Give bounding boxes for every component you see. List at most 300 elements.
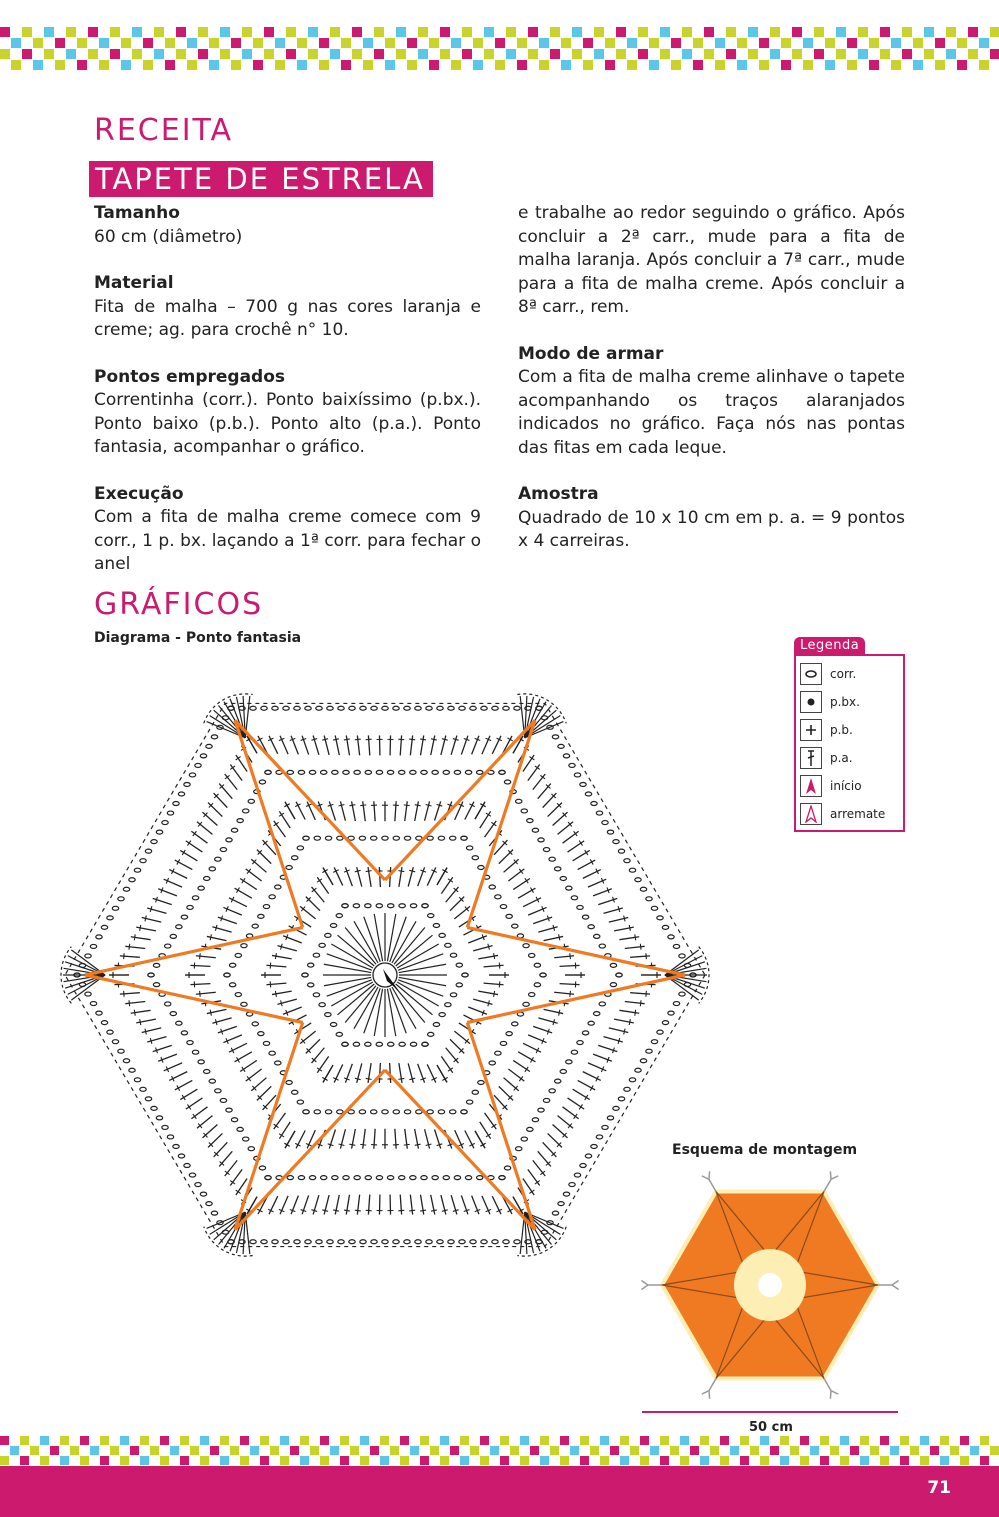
center-stitch — [324, 964, 371, 972]
chain-stitch — [540, 973, 546, 977]
chain-stitch — [462, 973, 468, 977]
chain-stitch — [448, 1240, 454, 1244]
chain-stitch — [261, 1240, 267, 1244]
chain-stitch — [365, 1176, 371, 1180]
section-label-receita: RECEITA — [94, 113, 234, 148]
legend-item — [800, 660, 899, 688]
chain-stitch — [439, 933, 445, 937]
dc-stitch — [563, 1107, 579, 1119]
chain-stitch — [506, 914, 512, 918]
dc-stitch — [480, 811, 491, 828]
slip-stitch-icon — [800, 691, 822, 713]
chain-stitch — [596, 1135, 602, 1139]
dc-stitch-bar — [360, 805, 366, 806]
checker-square — [20, 1456, 29, 1465]
checker-square — [187, 38, 197, 48]
checker-square — [570, 1446, 579, 1455]
tassel — [831, 1176, 838, 1179]
dc-stitch — [306, 1039, 320, 1053]
chain-stitch — [450, 953, 456, 957]
chain-stitch — [145, 1097, 151, 1101]
legend-label: p.b. — [830, 723, 853, 737]
chain-stitch — [415, 706, 421, 710]
dc-stitch-bar — [635, 934, 636, 940]
dc-stitch — [306, 897, 320, 911]
dc-stitch-bar — [281, 944, 283, 950]
dc-stitch — [219, 1151, 232, 1166]
chain-stitch — [673, 1002, 679, 1006]
checker-square — [517, 38, 527, 48]
checker-square — [220, 1456, 229, 1465]
checker-square — [22, 27, 32, 37]
chain-stitch — [178, 792, 184, 796]
checker-square — [300, 1456, 309, 1465]
checker-square — [363, 38, 373, 48]
chain-stitch — [176, 1021, 182, 1025]
legend-box — [794, 654, 905, 832]
chain-stitch — [404, 1110, 410, 1114]
chain-stitch — [313, 993, 319, 997]
dc-stitch — [568, 841, 585, 852]
checker-square — [143, 38, 153, 48]
chain-stitch — [123, 1059, 129, 1063]
chain-stitch — [577, 905, 583, 909]
dc-stitch — [225, 1160, 237, 1176]
checker-square — [671, 38, 681, 48]
checker-square — [264, 49, 274, 59]
dc-stitch — [421, 735, 424, 755]
chain-stitch — [226, 1108, 232, 1112]
dc-stitch-bar — [145, 916, 146, 922]
dc-stitch — [346, 735, 349, 755]
legend-label: início — [830, 779, 862, 793]
chain-stitch — [165, 944, 171, 948]
chain-stitch — [569, 1183, 575, 1187]
chain-stitch — [454, 1176, 460, 1180]
chain-stitch — [229, 983, 235, 987]
dc-stitch — [180, 1089, 197, 1099]
checker-square — [528, 49, 538, 59]
chain-stitch — [330, 1022, 336, 1026]
chain-stitch — [594, 934, 600, 938]
chain-stitch — [629, 868, 635, 872]
chain-stitch — [571, 1050, 577, 1054]
chain-stitch — [187, 1041, 193, 1045]
dc-stitch — [508, 1069, 524, 1081]
chain-stitch — [151, 840, 157, 844]
checker-square — [780, 1436, 789, 1445]
chain-stitch — [85, 954, 91, 958]
checker-square — [649, 60, 659, 70]
checker-square — [460, 1456, 469, 1465]
dc-stitch — [523, 755, 534, 772]
checker-square — [420, 1456, 429, 1465]
checker-square — [891, 38, 901, 48]
dc-stitch-bar — [409, 1078, 415, 1080]
chain-stitch — [198, 1060, 204, 1064]
dc-stitch-bar — [339, 805, 345, 806]
checker-square — [770, 27, 780, 37]
chain-stitch — [313, 953, 319, 957]
dc-stitch-bar — [579, 841, 582, 846]
chain-stitch — [156, 830, 162, 834]
checker-square — [220, 27, 230, 37]
chain-stitch — [129, 1068, 135, 1072]
chain-stitch — [162, 1125, 168, 1129]
dc-stitch-bar — [129, 1000, 130, 1006]
chain-stitch — [275, 885, 281, 889]
checker-square — [510, 1446, 519, 1455]
dc-stitch — [441, 1056, 452, 1072]
chain-stitch — [263, 905, 269, 909]
checker-square — [920, 1436, 929, 1445]
checker-square — [540, 1436, 549, 1445]
dc-stitch — [523, 1178, 534, 1195]
checker-square — [100, 1436, 109, 1445]
checker-square — [418, 27, 428, 37]
center-stitch — [398, 980, 443, 996]
checker-square — [10, 1446, 19, 1455]
checker-square — [860, 1436, 869, 1445]
dc-stitch-bar — [404, 805, 410, 806]
chain-stitch — [422, 904, 428, 908]
chain-stitch — [215, 857, 221, 861]
chain-stitch — [316, 1240, 322, 1244]
checker-square — [990, 49, 999, 59]
chain-stitch — [552, 735, 558, 739]
checker-square — [700, 1436, 709, 1445]
dc-stitch-bar — [187, 1104, 190, 1109]
checker-square — [870, 1446, 879, 1455]
dc-stitch-bar — [215, 925, 217, 931]
dc-stitch-bar — [355, 739, 361, 740]
checker-square — [350, 1446, 359, 1455]
chain-stitch — [327, 1240, 333, 1244]
checker-square — [154, 49, 164, 59]
chain-stitch — [399, 904, 405, 908]
checker-square — [484, 27, 494, 37]
checker-square — [340, 1436, 349, 1445]
checker-square — [220, 49, 230, 59]
checker-square — [99, 60, 109, 70]
chain-stitch — [552, 1211, 558, 1215]
dc-stitch — [630, 993, 650, 994]
chain-stitch — [342, 904, 348, 908]
dc-stitch-bar — [618, 1038, 620, 1044]
checker-square — [440, 1456, 449, 1465]
dc-stitch — [475, 1131, 485, 1148]
checker-square — [820, 1436, 829, 1445]
dc-stitch-bar — [150, 906, 152, 912]
dc-stitch — [425, 801, 430, 820]
diagram-stitches — [61, 694, 709, 1256]
chain-stitch — [399, 1176, 405, 1180]
center-stitch — [374, 989, 382, 1036]
tassel — [709, 1379, 716, 1391]
chain-stitch — [101, 925, 107, 929]
dc-stitch — [186, 1098, 203, 1109]
checker-square — [759, 60, 769, 70]
chain-stitch — [456, 963, 462, 967]
checker-square — [605, 60, 615, 70]
chain-stitch — [259, 780, 265, 784]
chain-stitch — [269, 895, 275, 899]
dc-stitch — [421, 1195, 424, 1215]
checker-square — [640, 1456, 649, 1465]
chain-stitch — [112, 906, 118, 910]
checker-square — [583, 38, 593, 48]
checker-square — [60, 1436, 69, 1445]
checker-square — [670, 1446, 679, 1455]
dc-stitch-bar — [210, 1010, 211, 1016]
tassel — [892, 1285, 899, 1290]
chain-stitch — [165, 1002, 171, 1006]
chain-stitch — [679, 992, 685, 996]
checker-square — [572, 49, 582, 59]
dc-stitch-bar — [129, 944, 130, 950]
chain-stitch — [500, 1041, 506, 1045]
dc-stitch-bar — [398, 871, 404, 872]
dc-stitch — [533, 774, 545, 790]
checker-square — [594, 49, 604, 59]
chain-stitch — [151, 1106, 157, 1110]
checker-square — [275, 60, 285, 70]
chain-stitch — [618, 849, 624, 853]
checker-square — [0, 27, 10, 37]
chain-stitch — [211, 1211, 217, 1215]
dc-stitch — [240, 1060, 257, 1071]
recipe-right-column — [518, 202, 905, 554]
chain-stitch — [195, 763, 201, 767]
dc-stitch — [317, 877, 328, 893]
checker-square — [946, 27, 956, 37]
checker-square — [726, 49, 736, 59]
chain-stitch — [558, 744, 564, 748]
chain-stitch — [235, 953, 241, 957]
dc-stitch-bar — [629, 925, 630, 931]
chain-stitch — [309, 1176, 315, 1180]
checker-square — [960, 1436, 969, 1445]
chain-stitch — [298, 770, 304, 774]
dc-stitch — [225, 774, 237, 790]
chain-stitch — [305, 1240, 311, 1244]
chain-stitch — [338, 1240, 344, 1244]
checker-square — [940, 1456, 949, 1465]
dc-stitch — [300, 906, 316, 919]
checker-square — [902, 49, 912, 59]
dc-stitch — [279, 1122, 290, 1139]
dc-stitch-bar — [333, 739, 339, 740]
chain-stitch — [371, 836, 377, 840]
checker-square — [800, 1436, 809, 1445]
checker-square — [99, 38, 109, 48]
dc-stitch — [251, 859, 266, 872]
checker-square — [280, 1456, 289, 1465]
checker-square — [900, 1436, 909, 1445]
chain-stitch — [250, 1240, 256, 1244]
dc-stitch — [441, 1195, 446, 1214]
chain-stitch — [466, 1100, 472, 1104]
chain-stitch — [602, 821, 608, 825]
dc-stitch — [441, 877, 452, 893]
chain-stitch — [599, 944, 605, 948]
checker-square — [209, 38, 219, 48]
chain-stitch — [610, 983, 616, 987]
chain-stitch — [272, 1240, 278, 1244]
dc-stitch — [405, 801, 408, 821]
dc-stitch — [368, 1063, 371, 1083]
checker-square — [506, 49, 516, 59]
checker-square — [825, 38, 835, 48]
dc-stitch — [324, 736, 329, 755]
checker-square — [616, 27, 626, 37]
chain-stitch — [325, 1110, 331, 1114]
checker-square — [638, 27, 648, 37]
chain-stitch — [200, 754, 206, 758]
chain-stitch — [443, 770, 449, 774]
dc-stitch — [175, 860, 193, 870]
center-stitch — [387, 914, 395, 961]
dc-stitch — [478, 955, 498, 958]
checker-square — [759, 38, 769, 48]
checker-square — [880, 49, 890, 59]
chain-stitch — [382, 706, 388, 710]
checker-square — [600, 1456, 609, 1465]
chain-stitch — [206, 744, 212, 748]
chain-stitch — [112, 1040, 118, 1044]
chain-stitch — [538, 1108, 544, 1112]
dc-stitch — [558, 822, 574, 835]
checker-square — [880, 1456, 889, 1465]
dc-stitch — [395, 801, 396, 821]
chain-stitch — [527, 819, 533, 823]
checker-square — [66, 27, 76, 37]
checker-square — [495, 60, 505, 70]
dc-stitch-bar — [339, 1144, 345, 1145]
checker-square — [270, 1446, 279, 1455]
chain-stitch — [181, 1031, 187, 1035]
chain-stitch — [512, 924, 518, 928]
chain-stitch — [580, 1164, 586, 1168]
dc-stitch — [619, 937, 639, 940]
page-number: 71 — [927, 1478, 951, 1498]
dc-stitch — [272, 955, 292, 958]
chain-stitch — [523, 1002, 529, 1006]
dc-stitch-bar — [355, 870, 361, 872]
dc-stitch — [357, 1195, 359, 1215]
dc-stitch — [485, 1113, 497, 1129]
checker-square — [50, 1446, 59, 1455]
tassel — [709, 1171, 710, 1179]
checker-square — [240, 1436, 249, 1445]
chain-stitch — [181, 915, 187, 919]
chain-stitch — [461, 1110, 467, 1114]
chain-stitch — [388, 904, 394, 908]
chain-stitch — [286, 865, 292, 869]
chain-stitch — [325, 933, 331, 937]
chain-stitch-icon — [800, 663, 822, 685]
checker-square — [0, 1436, 9, 1445]
checker-square — [230, 1446, 239, 1455]
dc-stitch — [400, 1195, 401, 1215]
checker-square — [693, 60, 703, 70]
checker-square — [860, 1456, 869, 1465]
dc-stitch — [568, 1098, 585, 1109]
assembly-diagram — [635, 1165, 905, 1415]
legend-label: p.a. — [830, 751, 853, 765]
checker-square — [198, 27, 208, 37]
center-stitch — [374, 914, 382, 961]
checker-square — [33, 60, 43, 70]
checker-square — [710, 1446, 719, 1455]
dc-stitch-bar — [187, 841, 190, 846]
dc-stitch-bar — [317, 879, 322, 882]
chain-stitch — [156, 1116, 162, 1120]
chain-stitch — [220, 848, 226, 852]
dc-stitch — [553, 1125, 568, 1138]
checker-square — [950, 1446, 959, 1455]
checker-square — [858, 27, 868, 37]
chain-stitch — [599, 1002, 605, 1006]
chain-stitch — [580, 782, 586, 786]
chain-stitch — [629, 1078, 635, 1082]
chain-stitch — [534, 963, 540, 967]
dc-stitch — [120, 993, 140, 994]
chain-stitch — [489, 1061, 495, 1065]
center-stitch — [327, 954, 372, 970]
dc-stitch — [454, 906, 470, 919]
chain-stitch — [433, 924, 439, 928]
checker-square — [200, 1436, 209, 1445]
checker-square — [209, 60, 219, 70]
chain-stitch — [303, 1110, 309, 1114]
checker-square — [781, 60, 791, 70]
chain-stitch — [445, 1003, 451, 1007]
checker-square — [220, 1436, 229, 1445]
dc-stitch-bar — [210, 934, 211, 940]
tassel — [709, 1179, 716, 1191]
dc-stitch — [454, 1031, 470, 1044]
chain-stitch — [503, 1240, 509, 1244]
chain-stitch — [582, 1031, 588, 1035]
chain-stitch — [252, 924, 258, 928]
dc-stitch-bar — [640, 944, 641, 950]
checker-square — [341, 38, 351, 48]
chain-stitch — [439, 1013, 445, 1017]
chain-stitch — [456, 983, 462, 987]
checker-square — [55, 60, 65, 70]
dc-stitch-bar — [200, 953, 201, 959]
legend-item — [800, 772, 899, 800]
center-stitch — [398, 954, 443, 970]
chain-stitch — [591, 802, 597, 806]
dc-stitch-bar — [409, 1210, 415, 1211]
top-checker-border — [0, 27, 999, 75]
chain-stitch — [337, 1110, 343, 1114]
chain-stitch — [478, 865, 484, 869]
checker-square — [980, 1436, 989, 1445]
checker-square — [121, 60, 131, 70]
chain-stitch — [330, 924, 336, 928]
checker-square — [80, 1436, 89, 1445]
chain-stitch — [248, 1147, 254, 1151]
checker-square — [198, 49, 208, 59]
checker-square — [640, 1436, 649, 1445]
chain-stitch — [192, 896, 198, 900]
chain-stitch — [448, 706, 454, 710]
center-stitch — [327, 980, 372, 996]
dc-stitch — [230, 1169, 242, 1185]
